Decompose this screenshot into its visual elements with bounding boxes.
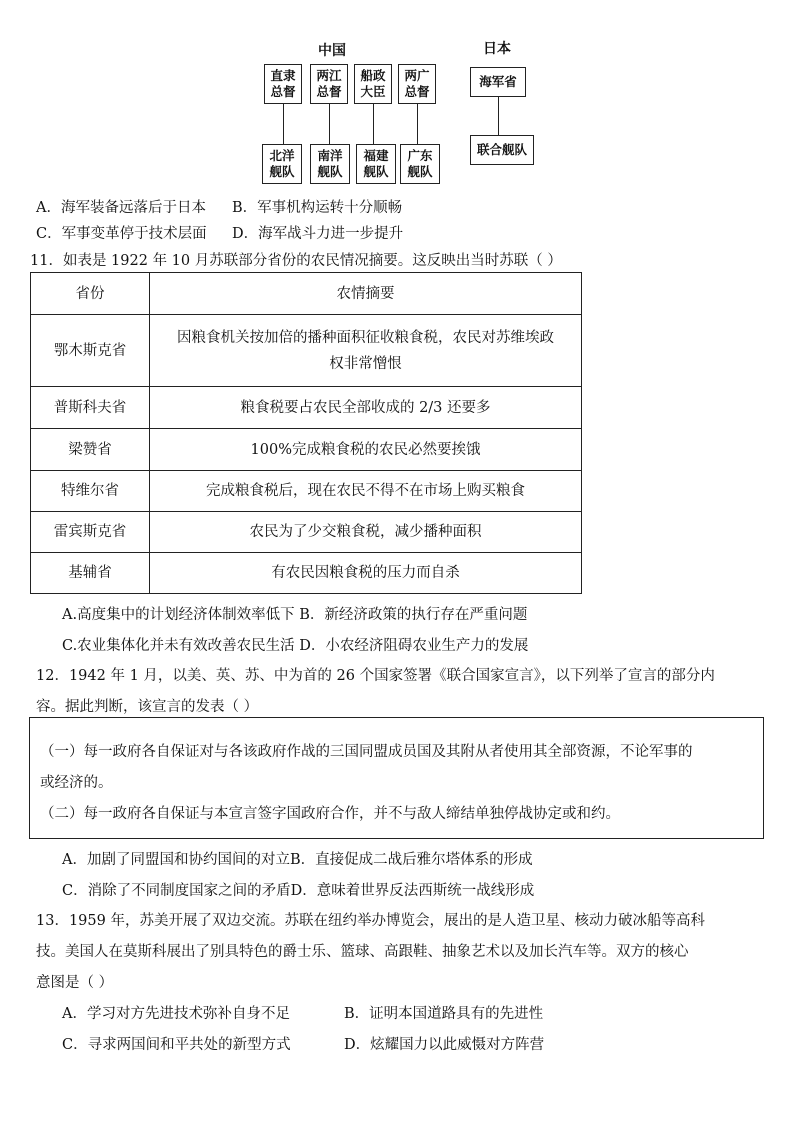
province-cell: 鄂木斯克省 xyxy=(31,315,150,387)
china-top-box: 两广 总督 xyxy=(398,64,436,104)
summary-cell: 100%完成粮食税的农民必然要挨饿 xyxy=(150,429,582,471)
summary-line: 因粮食机关按加倍的播种面积征收粮食税，农民对苏维埃政 xyxy=(177,329,554,346)
q13-option-c[interactable]: C．寻求两国间和平共处的新型方式 xyxy=(62,1037,291,1053)
q12-quote-box xyxy=(29,717,764,839)
china-bottom-box: 广东 舰队 xyxy=(400,144,440,184)
china-bottom-box: 北洋 舰队 xyxy=(262,144,302,184)
table-header-row xyxy=(31,273,582,315)
q12-stem-line-1: 12．1942 年 1 月，以美、英、苏、中为首的 26 个国家签署《联合国家宣言》，以下列举了宣言的部分内 xyxy=(36,668,715,684)
q13-option-a[interactable]: A．学习对方先进技术弥补自身不足 xyxy=(62,1006,290,1022)
table-row xyxy=(31,512,582,553)
province-cell: 特维尔省 xyxy=(31,471,150,512)
q11-table xyxy=(30,272,582,594)
q13-option-d[interactable]: D．炫耀国力以此威慑对方阵营 xyxy=(344,1037,545,1053)
summary-line: 权非常憎恨 xyxy=(329,355,402,372)
q12-options-cd[interactable]: C．消除了不同制度国家之间的矛盾D．意味着世界反法西斯统一战线形成 xyxy=(62,883,535,899)
china-top-box: 船政 大臣 xyxy=(354,64,392,104)
quote-line: 或经济的。 xyxy=(40,775,113,791)
china-bottom-box: 福建 舰队 xyxy=(356,144,396,184)
summary-cell: 完成粮食税后，现在农民不得不在市场上购买粮食 xyxy=(150,471,582,512)
connector-line xyxy=(283,104,284,144)
province-cell: 梁赞省 xyxy=(31,429,150,471)
china-bottom-box: 南洋 舰队 xyxy=(310,144,350,184)
connector-line xyxy=(417,104,418,144)
province-cell: 基辅省 xyxy=(31,553,150,594)
q13-option-b[interactable]: B．证明本国道路具有的先进性 xyxy=(344,1006,544,1022)
header-province: 省份 xyxy=(31,273,150,315)
table-row xyxy=(31,315,582,387)
q13-stem-line-3: 意图是（ ） xyxy=(36,975,114,991)
q11-stem: 11．如表是 1922 年 10 月苏联部分省份的农民情况摘要。这反映出当时苏联（ ） xyxy=(30,253,562,269)
q13-stem-line-1: 13．1959 年，苏美开展了双边交流。苏联在纽约举办博览会，展出的是人造卫星、核动力破冰船等高科 xyxy=(36,913,705,929)
japan-bottom-box: 联合舰队 xyxy=(470,135,534,165)
q12-stem-line-2: 容。据此判断，该宣言的发表（ ） xyxy=(36,699,259,715)
connector-line xyxy=(498,97,499,135)
connector-line xyxy=(329,104,330,144)
q10-option-b[interactable]: B．军事机构运转十分顺畅 xyxy=(232,200,403,216)
table-row xyxy=(31,429,582,471)
table-row xyxy=(31,553,582,594)
q11-options-cd[interactable]: C.农业集体化并未有效改善农民生活 D．小农经济阻碍农业生产力的发展 xyxy=(62,638,529,654)
quote-line: （一）每一政府各自保证对与各该政府作战的三国同盟成员国及其附从者使用其全部资源，不论军事的 xyxy=(40,744,693,760)
connector-line xyxy=(373,104,374,144)
summary-cell: 粮食税要占农民全部收成的 2/3 还要多 xyxy=(150,387,582,429)
japan-label: 日本 xyxy=(483,41,511,57)
china-top-box: 两江 总督 xyxy=(310,64,348,104)
q10-option-c[interactable]: C．军事变革停于技术层面 xyxy=(36,226,207,242)
q10-option-d[interactable]: D．海军战斗力进一步提升 xyxy=(232,226,404,242)
province-cell: 雷宾斯克省 xyxy=(31,512,150,553)
summary-cell: 农民为了少交粮食税，减少播种面积 xyxy=(150,512,582,553)
quote-line: （二）每一政府各自保证与本宣言签字国政府合作，并不与敌人缔结单独停战协定或和约。 xyxy=(40,806,620,822)
japan-top-box: 海军省 xyxy=(470,67,526,97)
table-row xyxy=(31,387,582,429)
china-top-box: 直隶 总督 xyxy=(264,64,302,104)
summary-cell: 有农民因粮食税的压力而自杀 xyxy=(150,553,582,594)
table-row xyxy=(31,471,582,512)
q10-option-a[interactable]: A．海军装备远落后于日本 xyxy=(36,200,206,216)
q11-options-ab[interactable]: A.高度集中的计划经济体制效率低下 B．新经济政策的执行存在严重问题 xyxy=(62,607,528,623)
header-summary: 农情摘要 xyxy=(150,273,582,315)
summary-cell xyxy=(150,315,582,387)
q12-options-ab[interactable]: A．加剧了同盟国和协约国间的对立B．直接促成二战后雅尔塔体系的形成 xyxy=(62,852,533,868)
province-cell: 普斯科夫省 xyxy=(31,387,150,429)
china-label: 中国 xyxy=(318,43,346,59)
q13-stem-line-2: 技。美国人在莫斯科展出了别具特色的爵士乐、篮球、高跟鞋、抽象艺术以及加长汽车等。双方的核心 xyxy=(36,944,689,960)
